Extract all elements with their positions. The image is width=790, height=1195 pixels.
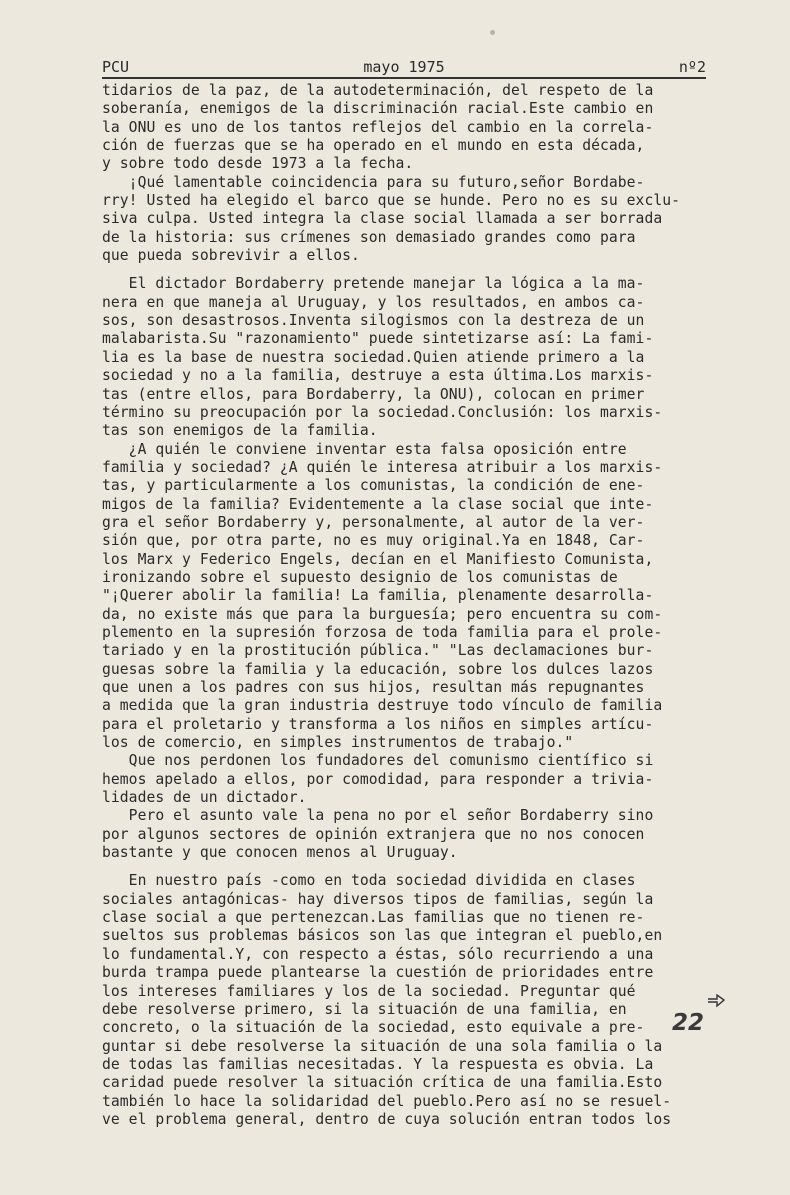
continue-arrow-icon [706,994,726,1008]
paragraph-gap [102,862,727,872]
text-line: que unen a los padres con sus hijos, resultan más repugnantes [102,679,645,696]
text-line: para el proletario y transforma a los niños en simples artícu- [102,715,654,733]
text-line: sos, son desastrosos.Inventa silogismos con la destreza de un [102,312,645,330]
text-line: ve el problema general, dentro de cuya solución entran todos los [102,1110,672,1128]
text-line: Que nos perdonen los fundadores del comunismo científico si [102,752,654,770]
text-line: tariado y en la prostitución pública." "Las declamaciones bur- [102,642,654,660]
text-line: clase social a que pertenezcan.Las familias que no tienen re- [102,909,645,927]
text-line: ¿A quién le conviene inventar esta falsa oposición entre [102,440,627,458]
text-line: los de comercio, en simples instrumentos de trabajo." [102,734,574,752]
text-line: ¡Qué lamentable coincidencia para su futuro,señor Bordabe- [102,173,645,191]
paper-mark [490,30,495,35]
text-line: que pueda sobrevivir a ellos. [102,247,360,265]
text-line: sociedad y no a la familia, destruye a esta última.Los marxis- [102,367,654,385]
text-line: término su preocupación por la sociedad.Conclusión: los marxis- [102,403,663,421]
text-line: guesas sobre la familia y la educación, sobre los dulces lazos [102,660,654,678]
text-line: gra el señor Bordaberry y, personalmente, al autor de la ver- [102,513,645,531]
text-line: de todas las familias necesitadas. Y la respuesta es obvia. La [102,1055,654,1073]
text-line: siva culpa. Usted integra la clase social llamada a ser borrada [102,210,663,228]
text-line: tas (entre ellos, para Bordaberry, la ONU), colocan en primer [102,385,645,403]
text-line: hemos apelado a ellos, por comodidad, para responder a trivia- [102,770,654,788]
text-line: En nuestro país -como en toda sociedad dividida en clases [102,872,636,890]
text-line: los intereses familiares y los de la sociedad. Preguntar qué [102,982,636,1000]
text-line: malabarista.Su "razonamiento" puede sintetizarse así: La fami- [102,330,654,348]
text-line: lia es la base de nuestra sociedad.Quien atiende primero a la [102,348,645,366]
text-line: tas son enemigos de la familia. [102,422,378,440]
header-publication: PCU [102,58,130,76]
text-line: a medida que la gran industria destruye todo vínculo de familia [102,697,663,715]
text-line: bastante y que conocen menos al Uruguay. [102,844,458,862]
text-line: sociales antagónicas- hay diversos tipos de familias, según la [102,890,654,908]
text-line: sión que, por otra parte, no es muy original.Ya en 1848, Car- [102,532,645,550]
text-line: familia y sociedad? ¿A quién le interesa atribuir a los marxis- [102,458,663,476]
text-line: ción de fuerzas que se ha operado en el mundo en esta década, [102,137,645,155]
text-line: nera en que maneja al Uruguay, y los resultados, en ambos ca- [102,293,645,311]
text-line: plemento en la supresión forzosa de toda familia para el prole- [102,623,663,641]
text-line: guntar si debe resolverse la situación de una sola familia o la [102,1037,663,1055]
text-line: sueltos sus problemas básicos son las que integran el pueblo,en [102,927,663,945]
page-number: 22 [672,1010,705,1036]
text-line: lo fundamental.Y, con respecto a éstas, sólo recurriendo a una [102,945,654,963]
text-line: de la historia: sus crímenes son demasiado grandes como para [102,228,636,246]
header-date: mayo 1975 [363,58,445,76]
page-header [102,58,706,79]
text-line: migos de la familia? Evidentemente a la clase social que inte- [102,495,654,513]
text-line: ironizando sobre el supuesto designio de los comunistas de [102,568,618,586]
text-line: y sobre todo desde 1973 a la fecha. [102,155,414,173]
text-line: también lo hace la solidaridad del pueblo.Pero así no se resuel- [102,1092,672,1110]
paragraph-gap [102,265,727,275]
text-line: caridad puede resolver la situación crítica de una familia.Esto [102,1074,663,1092]
text-line: los Marx y Federico Engels, decían en el Manifiesto Comunista, [102,550,654,568]
text-line: da, no existe más que para la burguesía; pero encuentra su com- [102,605,663,623]
text-line: por algunos sectores de opinión extranjera que no nos conocen [102,825,645,843]
text-line: soberanía, enemigos de la discriminación racial.Este cambio en [102,100,654,118]
text-line: concreto, o la situación de la sociedad, esto equivale a pre- [102,1019,645,1037]
text-line: "¡Querer abolir la familia! La familia, plenamente desarrolla- [102,587,654,605]
text-line: tidarios de la paz, de la autodeterminación, del respeto de la [102,82,654,99]
header-issue: nº2 [678,58,706,76]
text-line: rry! Usted ha elegido el barco que se hunde. Pero no es su exclu- [102,192,681,210]
text-line: la ONU es uno de los tantos reflejos del cambio en la correla- [102,118,654,136]
text-line: lidades de un dictador. [102,789,307,807]
text-line: burda trampa puede plantearse la cuestión de prioridades entre [102,964,654,982]
article-body [102,82,727,1129]
text-line: Pero el asunto vale la pena no por el señor Bordaberry sino [102,807,654,825]
text-line: debe resolverse primero, si la situación de una familia, en [102,1000,627,1018]
text-line: El dictador Bordaberry pretende manejar la lógica a la ma- [102,275,645,293]
text-line: tas, y particularmente a los comunistas, la condición de ene- [102,477,645,495]
